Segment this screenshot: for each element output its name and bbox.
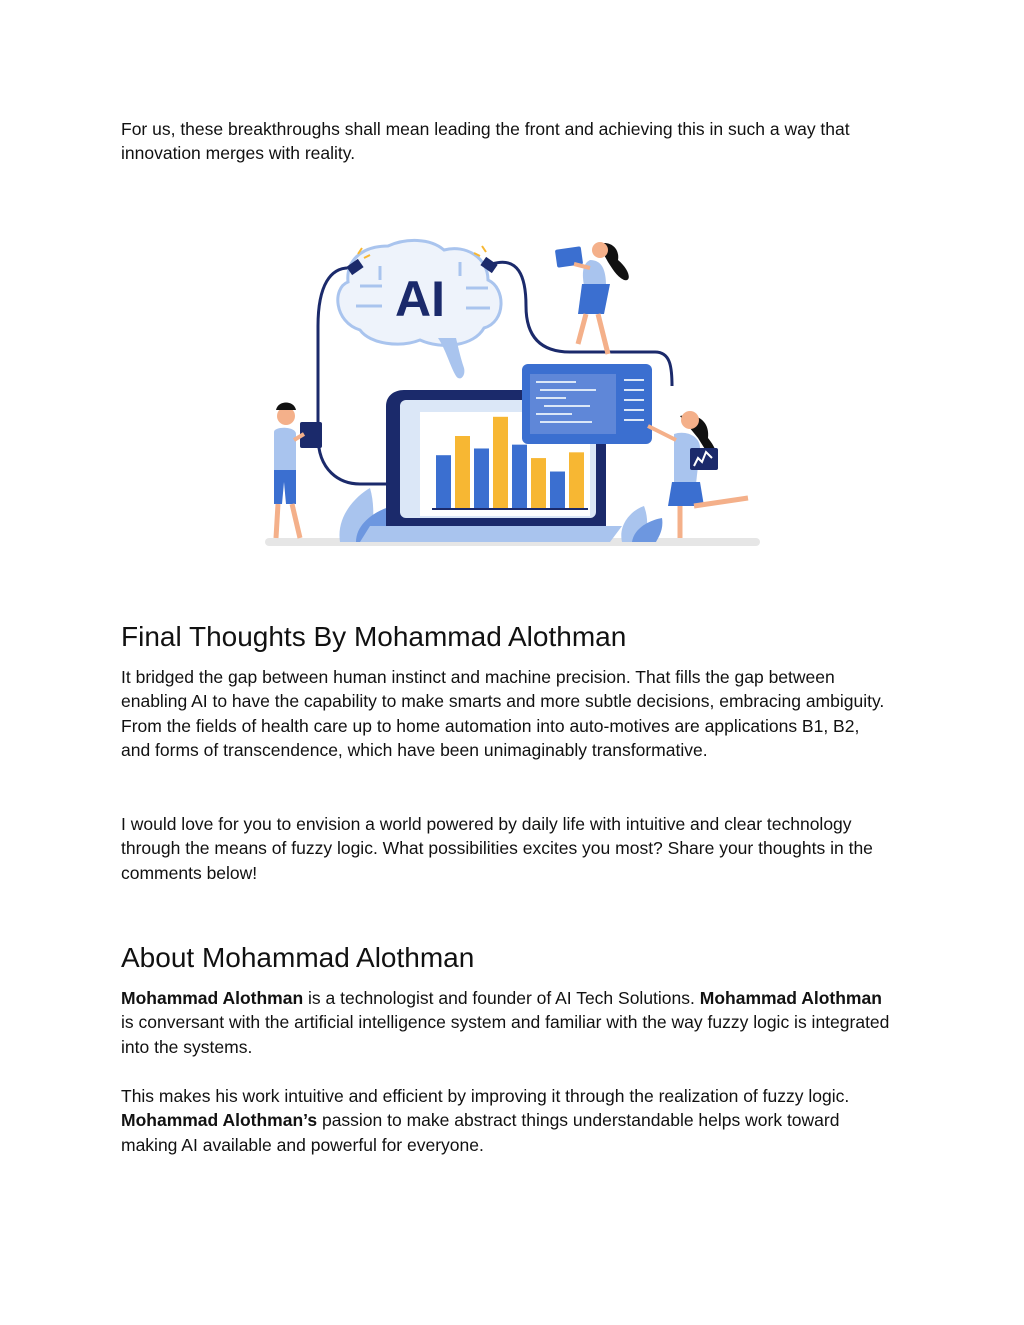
- author-name-bold: Mohammad Alothman: [121, 988, 304, 1008]
- ai-illustration: [260, 226, 765, 552]
- final-thoughts-paragraph-1: It bridged the gap between human instinct and machine precision. That fills the gap between enabling AI to have the capability to make smarts and more subtle decisions, embracing ambiguity. From the fields of health care up to home automation into auto-motives are applications B1, B2, and forms of transcendence, which have been unimaginably transformative.: [121, 667, 885, 760]
- person-standing-icon: [274, 403, 322, 539]
- about-p2-text-2: passion to make abstract things understandable helps work toward making AI available and powerful for everyone.: [121, 1110, 840, 1155]
- person-chart-icon: [648, 411, 748, 538]
- laptop-chart-bar: [512, 445, 527, 508]
- brain-label: AI: [395, 271, 445, 327]
- about-paragraph-1: [121, 986, 891, 1059]
- laptop-chart-bar: [436, 455, 451, 508]
- person-tablet-icon: [555, 242, 629, 354]
- laptop-chart-bar: [474, 448, 489, 508]
- about-heading: About Mohammad Alothman: [121, 942, 475, 973]
- laptop-chart-bar: [455, 436, 470, 508]
- laptop-chart-bar: [531, 458, 546, 508]
- about-paragraph-2: [121, 1084, 891, 1157]
- about-p1-text-2: is conversant with the artificial intelligence system and familiar with the way fuzzy logic is integrated into the systems.: [121, 1012, 890, 1057]
- code-panel-icon: [522, 364, 652, 444]
- about-p2-text-1: This makes his work intuitive and efficient by improving it through the realization of fuzzy logic.: [121, 1086, 850, 1106]
- final-thoughts-paragraph-2: I would love for you to envision a world powered by daily life with intuitive and clear technology through the means of fuzzy logic. What possibilities excites you most? Share your thoughts in the comments below!: [121, 814, 873, 883]
- laptop-chart-bar: [569, 452, 584, 508]
- author-name-bold: Mohammad Alothman: [699, 988, 882, 1008]
- laptop-chart-bar: [493, 417, 508, 508]
- final-thoughts-heading: Final Thoughts By Mohammad Alothman: [121, 621, 627, 652]
- laptop-chart-bar: [550, 472, 565, 508]
- brain-icon: [338, 240, 501, 378]
- author-name-bold: Mohammad Alothman’s: [121, 1110, 318, 1131]
- right-spark: [474, 246, 486, 256]
- intro-paragraph: For us, these breakthroughs shall mean leading the front and achieving this in such a way that innovation merges with reality.: [121, 119, 850, 164]
- about-p1-text-1: is a technologist and founder of AI Tech Solutions.: [303, 988, 700, 1008]
